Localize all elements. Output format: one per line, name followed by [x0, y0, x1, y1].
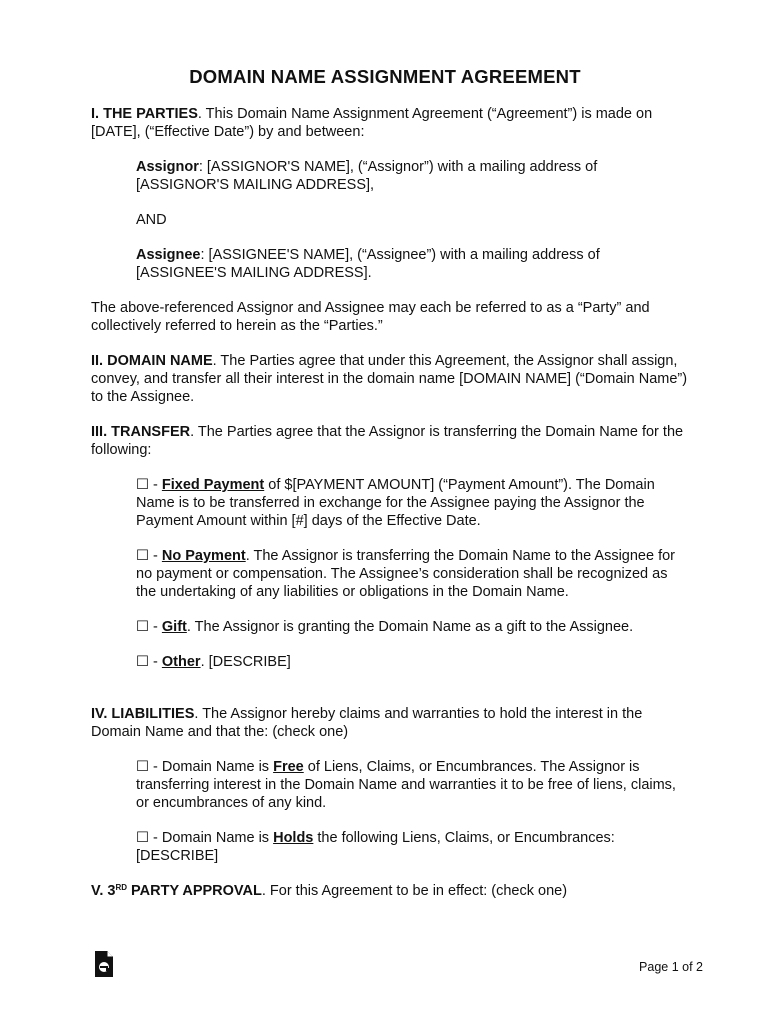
option-prefix: -: [149, 548, 162, 564]
document-title: DOMAIN NAME ASSIGNMENT AGREEMENT: [189, 66, 581, 87]
option-label: Free: [273, 759, 304, 775]
transfer-option-gift: [136, 618, 691, 636]
transfer-option-fixed-payment: [136, 476, 691, 530]
transfer-paragraph: [91, 423, 691, 459]
checkbox[interactable]: ☐: [136, 759, 149, 775]
assignor-paragraph: [136, 158, 691, 194]
assignee-text: : [ASSIGNEE'S NAME], (“Assignee”) with a mailing address of [ASSIGNEE'S MAILING ADDRESS].: [136, 247, 600, 281]
checkbox[interactable]: ☐: [136, 548, 149, 564]
option-label: No Payment: [161, 548, 246, 564]
eforms-logo-icon: [93, 950, 115, 978]
parties-intro-text: . This Domain Name Assignment Agreement (“Agreement”) is made on [DATE], (“Effective Date”) by and between:: [91, 106, 653, 140]
option-label: Gift: [161, 619, 187, 635]
option-prefix: -: [149, 477, 162, 493]
domain-name-text: . The Parties agree that under this Agreement, the Assignor shall assign, convey, and transfer all their interest in the domain name [DOMAIN NAME] (“Domain Name”) to the Assignee.: [91, 353, 688, 405]
and-separator: AND: [136, 212, 167, 228]
assignee-paragraph: [136, 246, 691, 282]
option-after: of Liens, Claims, or Encumbrances. The Assignor is transferring interest in the Domain Name and warranties it to be free of liens, claims, or encumbrances of any kind.: [136, 759, 676, 811]
section-heading-parties: I. THE PARTIES: [91, 106, 198, 122]
option-text: of $[PAYMENT AMOUNT] (“Payment Amount”). The Domain Name is to be transferred in exchange for the Assignee paying the Assignor the Payment Amount within [#] days of the Effective Date.: [136, 477, 655, 529]
transfer-text: . The Parties agree that the Assignor is transferring the Domain Name for the following:: [91, 424, 684, 458]
checkbox[interactable]: ☐: [136, 477, 149, 493]
option-label: Holds: [273, 830, 314, 846]
option-text: . The Assignor is transferring the Domain Name to the Assignee for no payment or compensation. The Assignee’s consideration shall be recognized as the undertaking of any liabilities or obligations in the Domain Name.: [136, 548, 676, 600]
option-label: Fixed Payment: [161, 477, 265, 493]
eforms-logo-svg: [93, 950, 115, 978]
parties-paragraph: [91, 105, 691, 141]
option-text: . The Assignor is granting the Domain Name as a gift to the Assignee.: [186, 619, 634, 635]
approval-heading-prefix: V. 3: [91, 883, 116, 899]
checkbox[interactable]: ☐: [136, 654, 149, 670]
assignor-label: Assignor: [136, 159, 199, 175]
option-prefix: -: [149, 619, 162, 635]
approval-paragraph: [91, 882, 691, 900]
liabilities-option-holds: [136, 829, 691, 865]
option-before: - Domain Name is: [149, 759, 274, 775]
section-heading-transfer: III. TRANSFER: [91, 424, 191, 440]
assignee-label: Assignee: [136, 247, 201, 263]
transfer-option-other: [136, 653, 691, 671]
checkbox[interactable]: ☐: [136, 830, 149, 846]
liabilities-paragraph: [91, 705, 691, 741]
approval-text: . For this Agreement to be in effect: (check one): [261, 883, 568, 899]
checkbox[interactable]: ☐: [136, 619, 149, 635]
page-number: Page 1 of 2: [639, 960, 703, 974]
option-after: the following Liens, Claims, or Encumbrances: [DESCRIBE]: [136, 830, 615, 864]
document-body: [91, 105, 691, 900]
section-heading-liabilities: IV. LIABILITIES: [91, 706, 195, 722]
domain-name-paragraph: [91, 352, 691, 406]
liabilities-text: . The Assignor hereby claims and warranties to hold the interest in the Domain Name and that the: (check one): [91, 706, 643, 740]
assignor-text: : [ASSIGNOR'S NAME], (“Assignor”) with a mailing address of [ASSIGNOR'S MAILING ADDRESS],: [136, 159, 598, 193]
section-heading-domain-name: II. DOMAIN NAME: [91, 353, 213, 369]
approval-heading-sup: RD: [115, 883, 128, 892]
section-heading-approval: [91, 883, 262, 899]
option-text: . [DESCRIBE]: [200, 654, 291, 670]
transfer-option-no-payment: [136, 547, 691, 601]
parties-closing-paragraph: The above-referenced Assignor and Assignee may each be referred to as a “Party” and collectively referred to herein as the “Parties.”: [91, 300, 650, 334]
option-before: - Domain Name is: [149, 830, 274, 846]
option-label: Other: [161, 654, 201, 670]
liabilities-option-free: [136, 758, 691, 812]
option-prefix: -: [149, 654, 162, 670]
approval-heading-suffix: PARTY APPROVAL: [127, 883, 262, 899]
